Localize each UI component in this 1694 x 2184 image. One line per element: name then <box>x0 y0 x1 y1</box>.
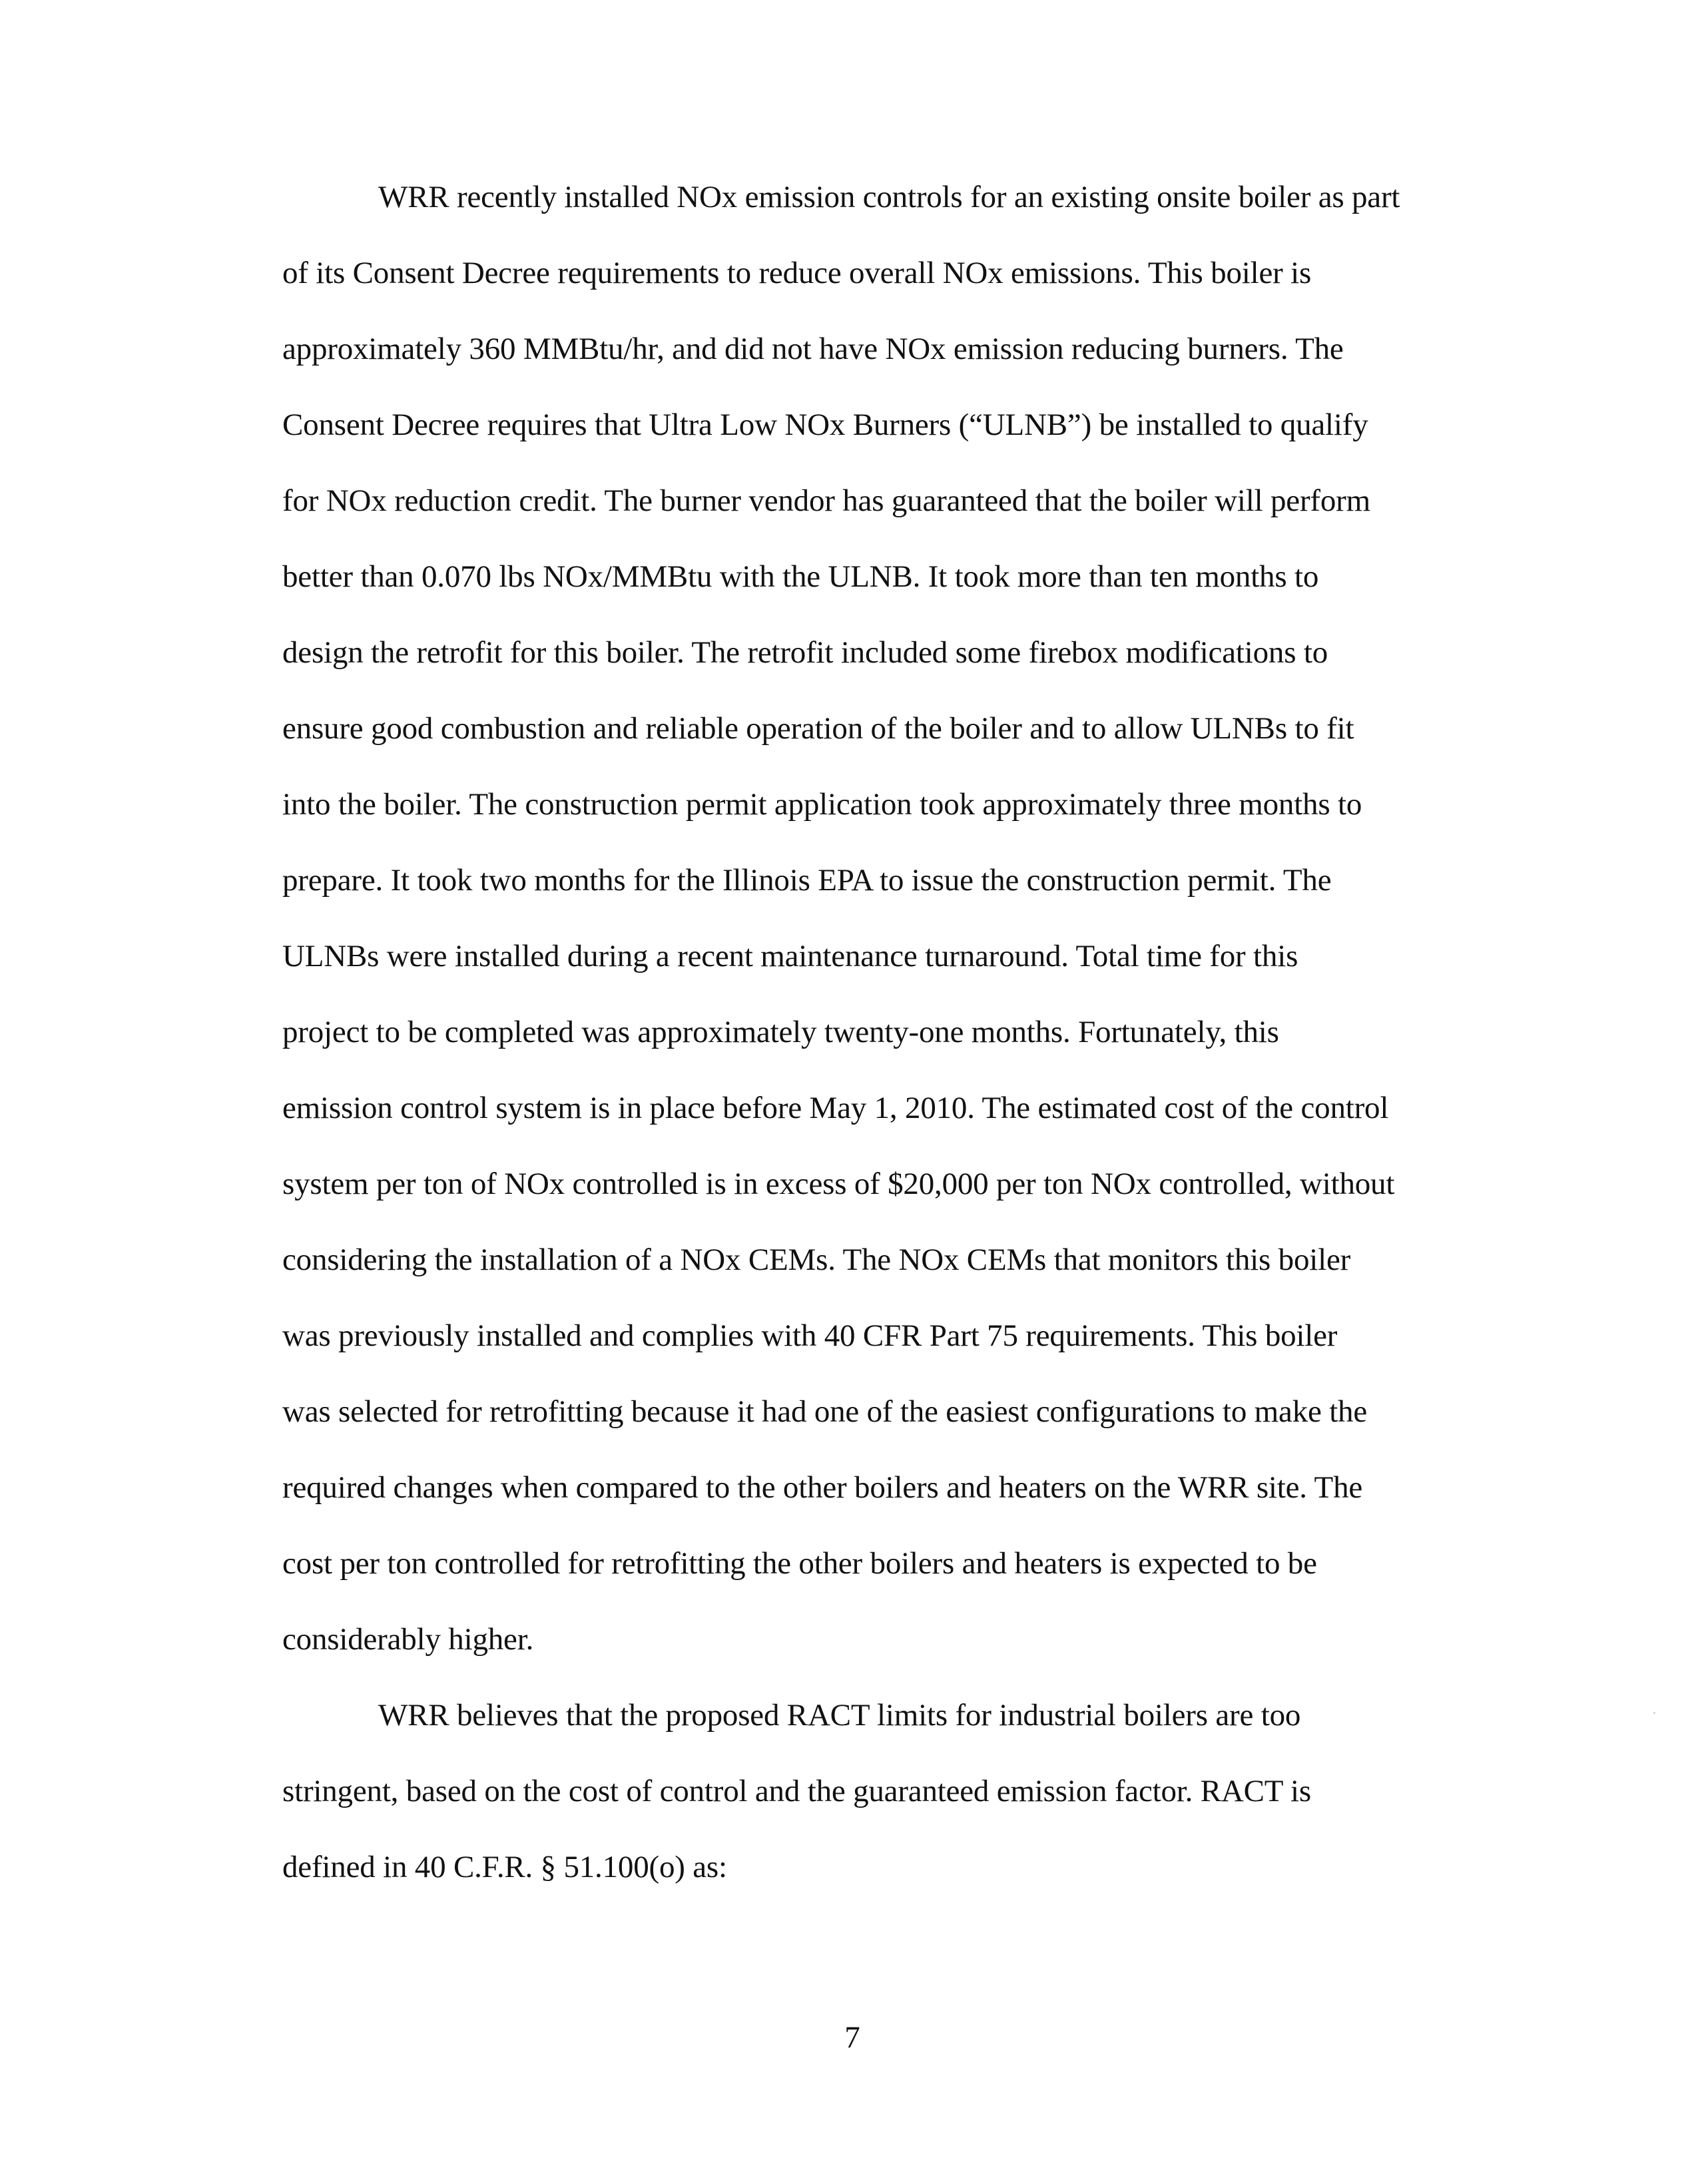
text-line: required changes when compared to the other boilers and heaters on the WRR site. The <box>282 1470 1363 1505</box>
text-line: WRR believes that the proposed RACT limits for industrial boilers are too <box>378 1698 1301 1733</box>
text-line: approximately 360 MMBtu/hr, and did not have NOx emission reducing burners. The <box>282 332 1344 366</box>
text-line: prepare. It took two months for the Illinois EPA to issue the construction permit. The <box>282 863 1332 898</box>
text-line: design the retrofit for this boiler. The retrofit included some firebox modifications to <box>282 635 1328 670</box>
text-line: system per ton of NOx controlled is in excess of $20,000 per ton NOx controlled, without <box>282 1167 1395 1201</box>
text-line: ULNBs were installed during a recent maintenance turnaround. Total time for this <box>282 939 1298 973</box>
text-line: of its Consent Decree requirements to reduce overall NOx emissions. This boiler is <box>282 256 1312 290</box>
text-line: considerably higher. <box>282 1622 534 1657</box>
text-line: for NOx reduction credit. The burner vendor has guaranteed that the boiler will perform <box>282 483 1370 518</box>
text-line: better than 0.070 lbs NOx/MMBtu with the ULNB. It took more than ten months to <box>282 559 1319 594</box>
text-line: was selected for retrofitting because it had one of the easiest configurations to make the <box>282 1394 1368 1429</box>
text-line: stringent, based on the cost of control and the guaranteed emission factor. RACT is <box>282 1774 1311 1808</box>
text-line: ensure good combustion and reliable operation of the boiler and to allow ULNBs to fit <box>282 711 1354 746</box>
text-line: WRR recently installed NOx emission controls for an existing onsite boiler as part <box>378 180 1400 214</box>
text-line: emission control system is in place before May 1, 2010. The estimated cost of the control <box>282 1091 1389 1125</box>
text-line: cost per ton controlled for retrofitting the other boilers and heaters is expected to be <box>282 1546 1317 1581</box>
text-line: considering the installation of a NOx CEMs. The NOx CEMs that monitors this boiler <box>282 1242 1351 1277</box>
page-number: 7 <box>844 2020 860 2055</box>
text-line: was previously installed and complies with 40 CFR Part 75 requirements. This boiler <box>282 1318 1338 1353</box>
scan-speck <box>1653 1712 1655 1714</box>
text-line: defined in 40 C.F.R. § 51.100(o) as: <box>282 1850 727 1884</box>
text-line: into the boiler. The construction permit application took approximately three months to <box>282 787 1362 822</box>
text-line: Consent Decree requires that Ultra Low NOx Burners (“ULNB”) be installed to qualify <box>282 408 1368 442</box>
text-line: project to be completed was approximately twenty-one months. Fortunately, this <box>282 1015 1279 1049</box>
